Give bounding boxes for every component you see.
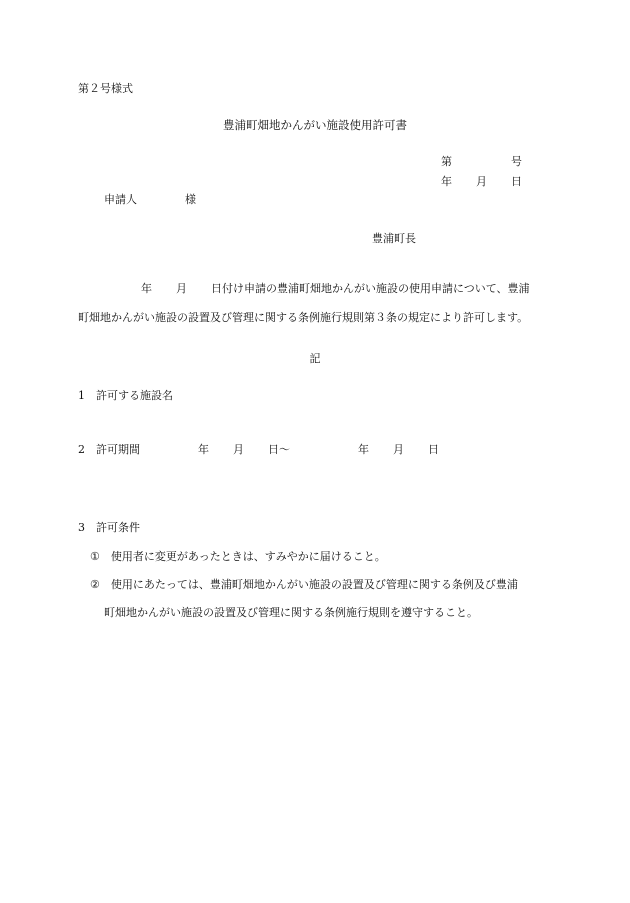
issue-month: 月 — [476, 175, 487, 188]
period-end-day: 日 — [428, 443, 439, 456]
body-line-1 — [141, 283, 530, 294]
item-permit-period — [78, 444, 439, 455]
item3-label: 許可条件 — [96, 521, 140, 534]
period-end-year: 年 — [358, 443, 369, 456]
body-line-2: 町畑地かんがい施設の設置及び管理に関する条例施行規則第３条の規定により許可します。 — [78, 311, 529, 324]
item-facility-name — [78, 390, 173, 401]
item1-label: 許可する施設名 — [96, 389, 173, 402]
period-start-day: 日～ — [268, 443, 290, 456]
number-suffix: 号 — [511, 155, 522, 168]
form-number: 第２号様式 — [78, 82, 133, 95]
applicant-label: 申請人 — [104, 193, 137, 206]
item1-number: 1 — [78, 389, 85, 402]
condition-1 — [90, 551, 386, 562]
issue-year: 年 — [441, 175, 452, 188]
item2-label: 許可期間 — [96, 443, 140, 456]
applicant-line — [104, 194, 196, 205]
period-start-month: 月 — [233, 443, 244, 456]
period-end-month: 月 — [393, 443, 404, 456]
issuer: 豊浦町長 — [372, 232, 416, 245]
item2-number: 2 — [78, 443, 85, 456]
period-start-year: 年 — [198, 443, 209, 456]
body-year: 年 — [141, 282, 152, 295]
condition-2 — [90, 579, 518, 590]
item-permit-conditions — [78, 522, 140, 533]
body-month: 月 — [176, 282, 187, 295]
ki-heading: 記 — [309, 352, 321, 365]
condition-2-text: 使用にあたっては、豊浦町畑地かんがい施設の設置及び管理に関する条例及び豊浦 — [110, 578, 518, 591]
number-prefix: 第 — [441, 155, 452, 168]
condition-1-text: 使用者に変更があったときは、すみやかに届けること。 — [110, 550, 386, 563]
issue-date-line — [441, 176, 522, 187]
document-title: 豊浦町畑地かんがい施設使用許可書 — [223, 118, 407, 132]
condition-2-continued: 町畑地かんがい施設の設置及び管理に関する条例施行規則を遵守すること。 — [104, 606, 478, 619]
body-text-1: 日付け申請の豊浦町畑地かんがい施設の使用申請について、豊浦 — [211, 282, 530, 295]
document-number-line — [441, 156, 522, 167]
applicant-honorific: 様 — [185, 193, 196, 206]
item3-number: 3 — [78, 521, 85, 534]
issue-day: 日 — [511, 175, 522, 188]
condition-1-mark: ① — [90, 550, 100, 563]
condition-2-mark: ② — [90, 578, 100, 591]
